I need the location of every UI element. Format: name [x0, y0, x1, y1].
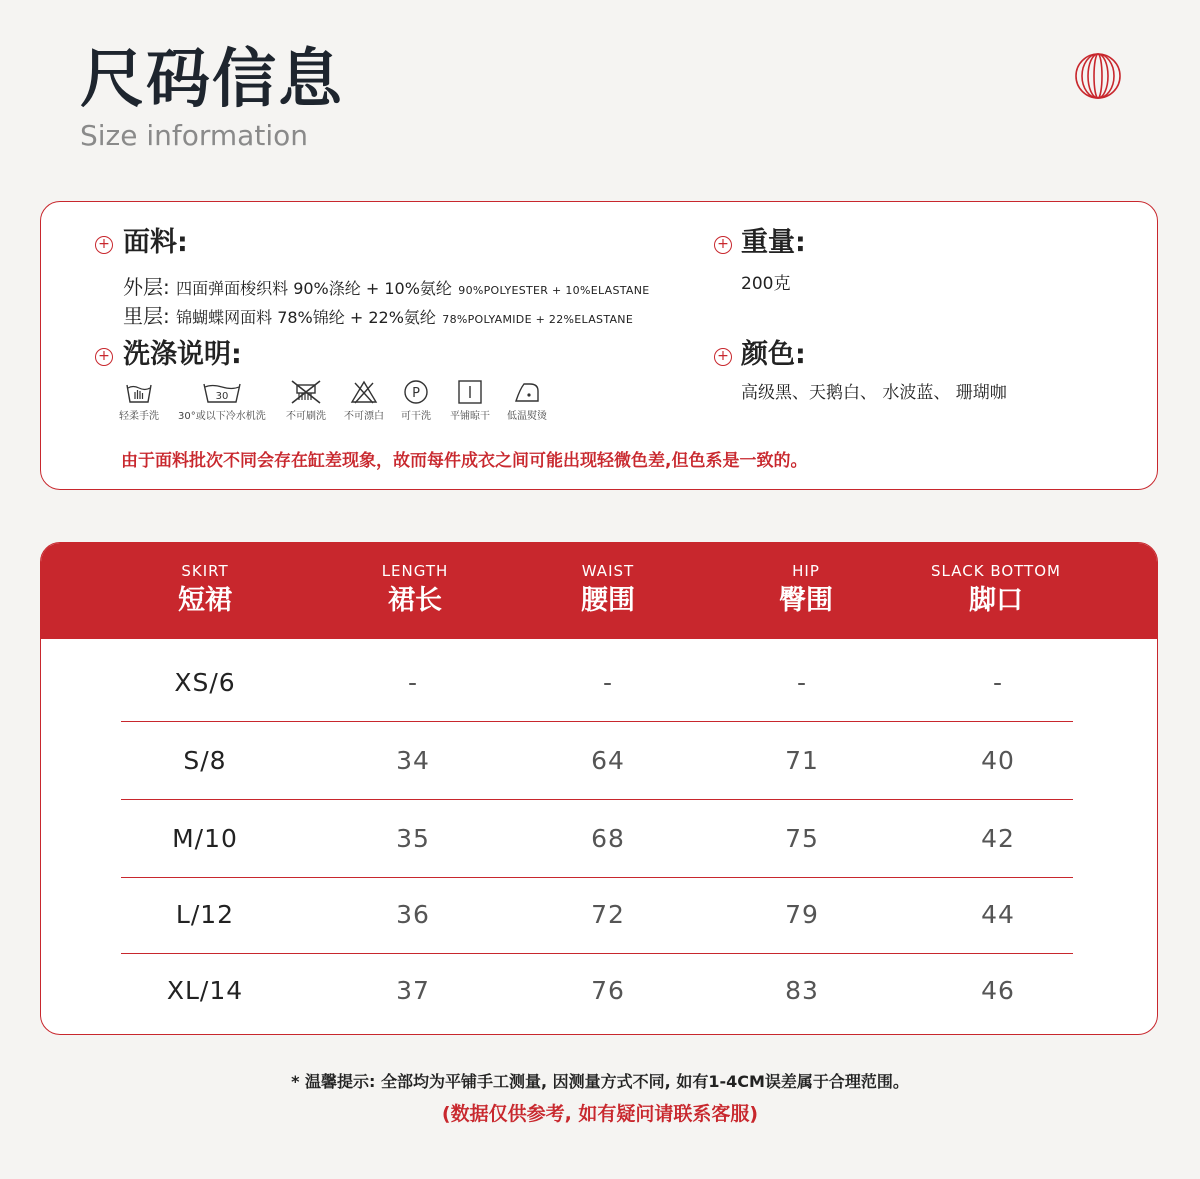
length-cell: -: [407, 668, 419, 697]
page-subtitle: Size information: [80, 119, 308, 152]
size-cell: L/12: [175, 900, 235, 929]
no-bleach-icon: [349, 379, 379, 405]
care-label: 低温熨烫: [507, 411, 547, 422]
weight-value: 200克: [741, 274, 791, 294]
weight-heading: 重量:: [741, 227, 806, 258]
size-table-header: [41, 543, 1157, 639]
fabric-outer-label: 外层:: [123, 275, 170, 299]
col-header-cn: 裙长: [388, 585, 442, 616]
size-table: [40, 542, 1158, 1035]
size-cell: XL/14: [166, 976, 244, 1005]
fabric-outer-desc: 四面弹面梭织料 90%涤纶 + 10%氨纶: [176, 279, 452, 298]
table-row: [121, 877, 1073, 954]
brand-logo-icon: [1072, 50, 1124, 102]
fabric-outer-row: [123, 275, 650, 303]
slack-bottom-cell: 44: [981, 900, 1015, 929]
machine-wash-30-icon: [200, 379, 244, 405]
length-cell: 34: [396, 746, 430, 775]
product-info-card: [40, 201, 1158, 490]
plus-circle-icon: +: [714, 236, 732, 254]
fabric-inner-row: [123, 304, 633, 332]
waist-cell: -: [602, 668, 614, 697]
care-machine-wash: [178, 379, 266, 422]
plus-circle-icon: +: [95, 348, 113, 366]
care-no-brush: [286, 379, 326, 422]
no-brush-icon: [289, 379, 323, 405]
table-row: [121, 801, 1073, 878]
low-iron-icon: [512, 379, 542, 405]
fabric-inner-desc: 锦蝴蝶网面料 78%锦纶 + 22%氨纶: [176, 308, 436, 327]
col-header-skirt: [105, 543, 305, 618]
col-header-waist: [508, 543, 708, 618]
col-header-en: SLACK BOTTOM: [931, 562, 1061, 580]
colors-value: 高级黑、天鹅白、 水波蓝、 珊瑚咖: [741, 383, 1007, 403]
col-header-slack-bottom: [896, 543, 1096, 618]
plus-circle-icon: +: [95, 236, 113, 254]
size-cell: M/10: [172, 824, 238, 853]
col-header-en: LENGTH: [381, 562, 449, 580]
plus-circle-icon: +: [714, 348, 732, 366]
care-label: 不可刷洗: [286, 411, 326, 422]
care-label: 平铺晾干: [450, 411, 490, 422]
slack-bottom-cell: -: [992, 668, 1004, 697]
care-dry-clean: [401, 379, 431, 422]
dry-clean-letter: P: [412, 386, 420, 401]
size-cell: XS/6: [174, 668, 236, 697]
fabric-inner-en: 78%POLYAMIDE + 22%ELASTANE: [442, 313, 634, 326]
waist-cell: 76: [591, 976, 625, 1005]
reference-note: (数据仅供参考, 如有疑问请联系客服): [441, 1103, 759, 1125]
wash-temp-text: 30: [215, 391, 229, 402]
col-header-cn: 短裙: [178, 585, 232, 616]
col-header-en: WAIST: [581, 562, 635, 580]
length-cell: 36: [396, 900, 430, 929]
care-low-iron: [507, 379, 547, 422]
col-header-en: HIP: [792, 562, 820, 580]
flat-dry-icon: [455, 379, 485, 405]
care-label: 可干洗: [401, 411, 431, 422]
col-header-cn: 脚口: [969, 585, 1023, 616]
fabric-outer-en: 90%POLYESTER + 10%ELASTANE: [458, 284, 650, 297]
hip-cell: 79: [785, 900, 819, 929]
care-no-bleach: [344, 379, 384, 422]
care-label: 30°或以下冷水机洗: [178, 411, 266, 422]
hip-cell: 83: [785, 976, 819, 1005]
measurement-tip: * 温馨提示: 全部均为平铺手工测量, 因测量方式不同, 如有1-4CM误差属于合理范围。: [291, 1072, 909, 1091]
slack-bottom-cell: 40: [981, 746, 1015, 775]
hip-cell: 71: [785, 746, 819, 775]
col-header-cn: 臀围: [779, 585, 833, 616]
care-label: 轻柔手洗: [119, 411, 159, 422]
hip-cell: -: [796, 668, 808, 697]
fabric-inner-label: 里层:: [123, 304, 170, 328]
col-header-hip: [706, 543, 906, 618]
waist-cell: 64: [591, 746, 625, 775]
table-row: [121, 723, 1073, 800]
table-row: [121, 953, 1073, 1029]
color-variance-warning: 由于面料批次不同会存在缸差现象，故而每件成衣之间可能出现轻微色差,但色系是一致的。: [121, 451, 808, 471]
waist-cell: 68: [591, 824, 625, 853]
colors-heading: 颜色:: [741, 339, 806, 370]
col-header-cn: 腰围: [581, 585, 635, 616]
hand-wash-icon: [124, 379, 154, 405]
length-cell: 35: [396, 824, 430, 853]
care-label: 不可漂白: [344, 411, 384, 422]
col-header-length: [315, 543, 515, 618]
care-hand-wash: [119, 379, 159, 422]
dry-clean-p-icon: [401, 379, 431, 405]
page-title: 尺码信息: [80, 43, 344, 117]
care-flat-dry: [450, 379, 490, 422]
slack-bottom-cell: 42: [981, 824, 1015, 853]
table-row: [121, 645, 1073, 722]
slack-bottom-cell: 46: [981, 976, 1015, 1005]
washing-heading: 洗涤说明:: [123, 339, 242, 370]
fabric-heading: 面料:: [123, 227, 188, 258]
waist-cell: 72: [591, 900, 625, 929]
size-cell: S/8: [183, 746, 227, 775]
length-cell: 37: [396, 976, 430, 1005]
col-header-en: SKIRT: [181, 562, 229, 580]
hip-cell: 75: [785, 824, 819, 853]
